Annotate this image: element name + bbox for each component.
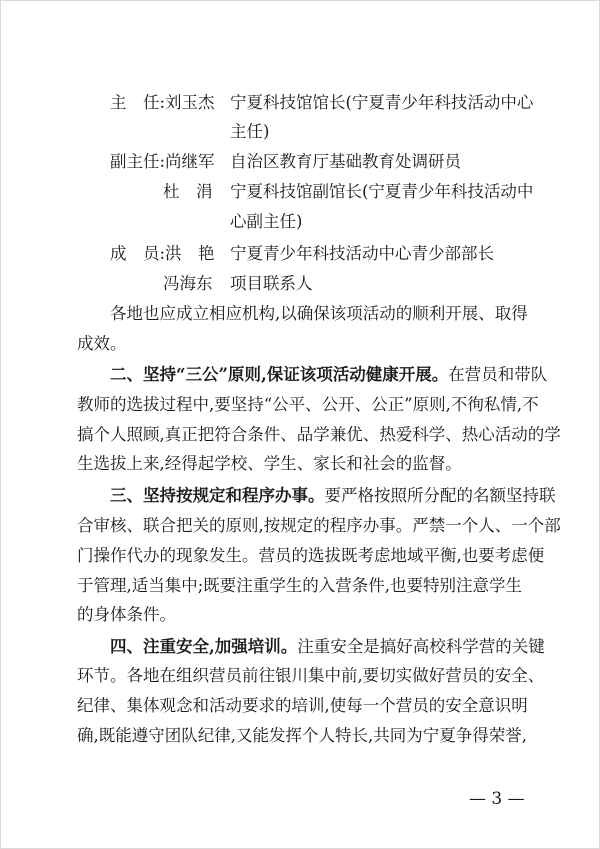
section3-line-4: 于管理,适当集中;既要注重学生的入营条件,也要特别注意学生 bbox=[77, 576, 523, 595]
committee-desc-director: 宁夏科技馆馆长(宁夏青少年科技活动中心 bbox=[230, 93, 534, 112]
section2-first-rest: 在营员和带队 bbox=[448, 365, 548, 384]
committee-role-deputy2: 杜 涓 bbox=[163, 182, 213, 201]
section3-line-5: 的身体条件。 bbox=[77, 605, 176, 624]
committee-role-deputy: 副主任:尚继军 bbox=[110, 152, 215, 171]
section3-heading: 三、坚持按规定和程序办事。 bbox=[110, 486, 325, 505]
section4-line-4: 确,既能遵守团队纪律,又能发挥个人特长,共同为宁夏争得荣誉, bbox=[77, 726, 527, 745]
committee-desc-deputy: 自治区教育厅基础教育处调研员 bbox=[230, 152, 461, 171]
section3-first-rest: 要严格按照所分配的名额坚持联 bbox=[324, 486, 556, 505]
committee-role-director: 主 任:刘玉杰 bbox=[110, 93, 215, 112]
committee-desc-deputy2-cont: 心副主任) bbox=[230, 212, 303, 231]
section2-line-3: 搞个人照顾,真正把符合条件、品学兼优、热爱科学、热心活动的学 bbox=[77, 425, 561, 444]
section2-line-4: 生选拔上来,经得起学校、学生、家长和社会的监督。 bbox=[77, 454, 462, 473]
section3-line-3: 门操作代办的现象发生。营员的选拔既考虑地域平衡,也要考虑便 bbox=[77, 546, 545, 565]
committee-desc-member2: 项目联系人 bbox=[230, 274, 313, 293]
section3-first-line bbox=[110, 486, 556, 506]
section4-first-line bbox=[110, 637, 545, 657]
section4-first-rest: 注重安全是搞好高校科学营的关键 bbox=[297, 637, 545, 656]
section4-heading: 四、注重安全,加强培训。 bbox=[110, 637, 298, 656]
intro-line-1: 各地也应成立相应机构,以确保该项活动的顺利开展、取得 bbox=[110, 304, 528, 323]
section3-line-2: 合审核、联合把关的原则,按规定的程序办事。严禁一个人、一个部 bbox=[77, 516, 561, 535]
intro-line-2: 成效。 bbox=[77, 334, 127, 353]
committee-role-member: 成 员:洪 艳 bbox=[110, 244, 215, 263]
committee-role-member2: 冯海东 bbox=[163, 274, 213, 293]
section2-line-2: 教师的选拔过程中,要坚持“公平、公开、公正”原则,不徇私情,不 bbox=[77, 395, 539, 414]
section4-line-2: 环节。各地在组织营员前往银川集中前,要切实做好营员的安全、 bbox=[77, 666, 545, 685]
section4-line-3: 纪律、集体观念和活动要求的培训,使每一个营员的安全意识明 bbox=[77, 696, 528, 715]
section2-first-line bbox=[110, 365, 547, 385]
committee-desc-director-cont: 主任) bbox=[230, 122, 270, 141]
section2-heading: 二、坚持“三公”原则,保证该项活动健康开展。 bbox=[110, 365, 449, 384]
committee-desc-deputy2: 宁夏科技馆副馆长(宁夏青少年科技活动中 bbox=[230, 182, 534, 201]
committee-desc-member: 宁夏青少年科技活动中心青少部部长 bbox=[230, 244, 494, 263]
page-number: — 3 — bbox=[469, 789, 525, 809]
